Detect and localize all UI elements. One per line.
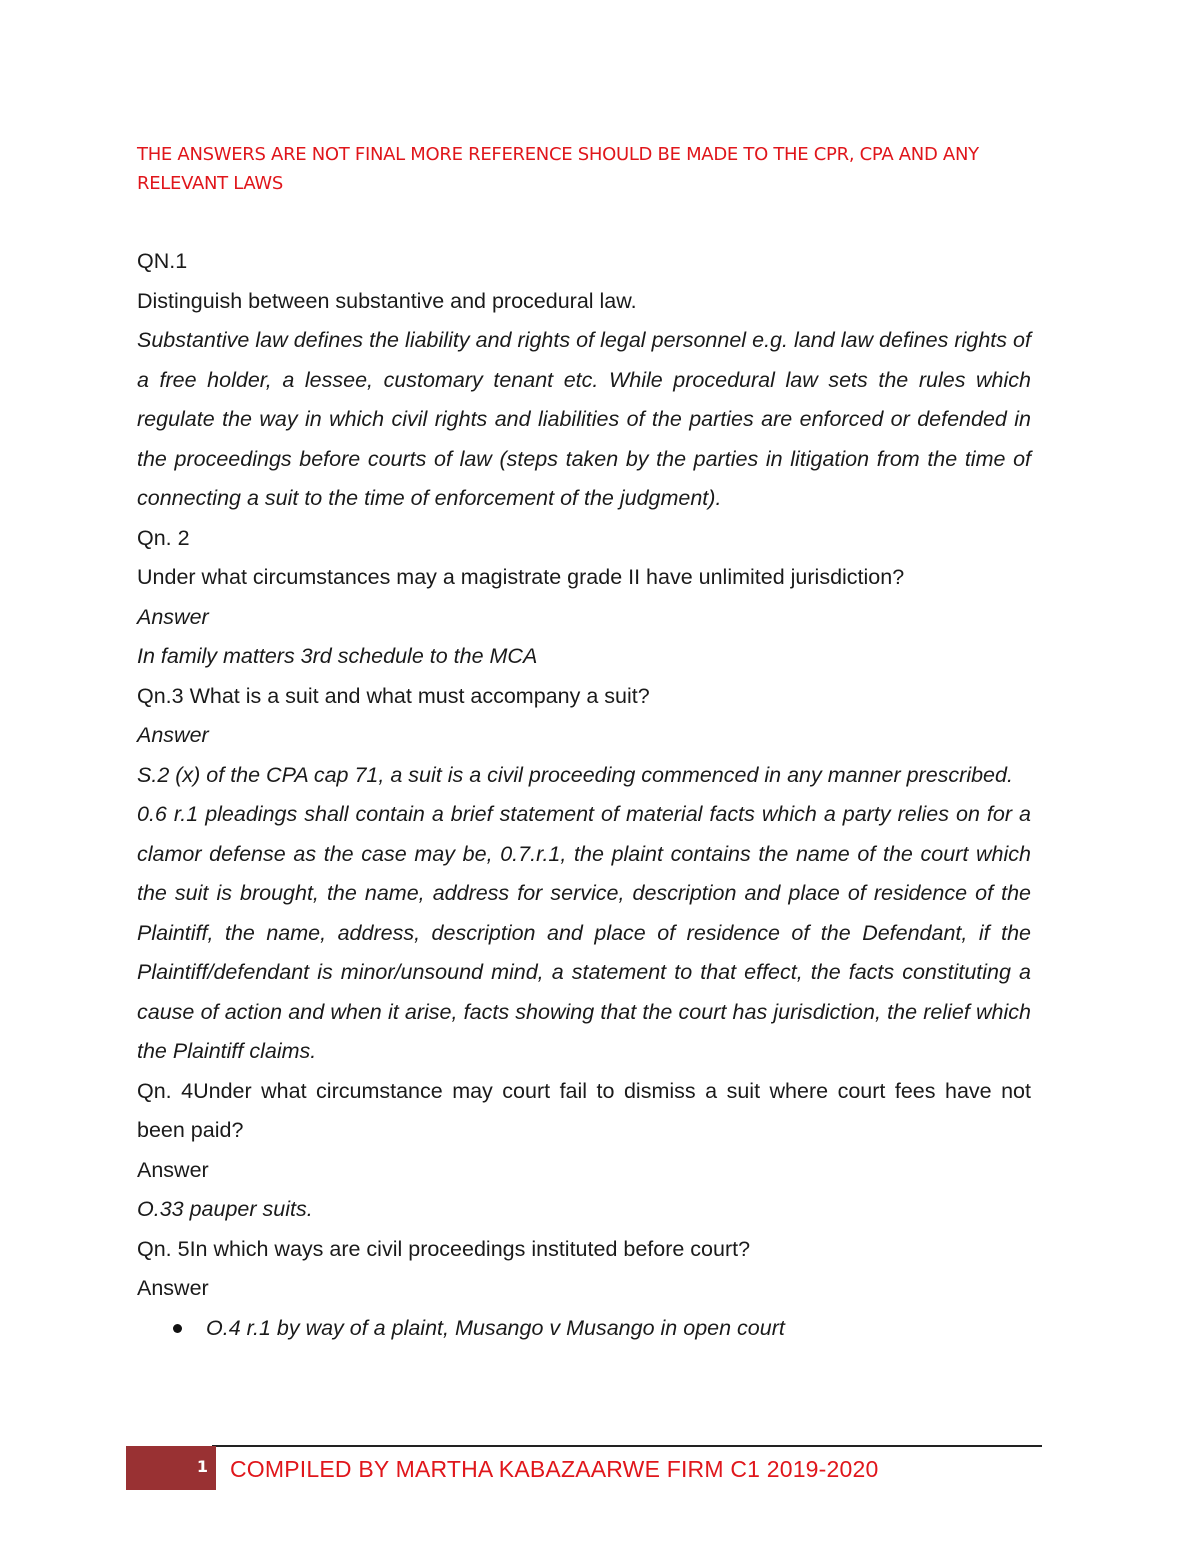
question-1-answer: Substantive law defines the liability and rights of legal personnel e.g. land law defines rights of a free holder, a lessee, customary tenant etc. While procedural law sets the rules which regulate the way in which civil rights and liabilities of the parties are enforced or defended in the proceedings before courts of law (steps taken by the parties in litigation from the time of connecting a suit to the time of enforcement of the judgment). [137, 328, 1031, 510]
page-number-box [126, 1446, 216, 1490]
question-5-text: Qn. 5In which ways are civil proceedings instituted before court? [137, 1236, 751, 1261]
question-3-answer-2: 0.6 r.1 pleadings shall contain a brief statement of material facts which a party relies on for a clamor defense as the case may be, 0.7.r.1, the plaint contains the name of the court which the suit is brought, the name, address for service, description and place of residence of the Plaintiff, the name, address, description and place of residence of the Defendant, if the Plaintiff/defendant is minor/unsound mind, a statement to that effect, the facts constituting a cause of action and when it arise, facts showing that the court has jurisdiction, the relief which the Plaintiff claims. [137, 802, 1031, 1063]
document-body [137, 242, 1031, 1348]
question-3-answer-label: Answer [137, 723, 209, 747]
disclaimer-notice: THE ANSWERS ARE NOT FINAL MORE REFERENCE SHOULD BE MADE TO THE CPR, CPA AND ANY RELEVANT LAWS [137, 144, 979, 194]
question-3-text: Qn.3 What is a suit and what must accompany a suit? [137, 683, 650, 708]
question-1-text: Distinguish between substantive and procedural law. [137, 288, 637, 313]
question-1-label: QN.1 [137, 249, 188, 273]
bullet-icon [173, 1324, 182, 1333]
question-5-answer-list [137, 1309, 1031, 1349]
question-2-answer-label: Answer [137, 604, 209, 629]
page-number: 1 [196, 1457, 208, 1476]
question-2-text: Under what circumstances may a magistrate grade II have unlimited jurisdiction? [137, 565, 905, 589]
question-2-answer: In family matters 3rd schedule to the MCA [137, 644, 538, 668]
question-4-text: Qn. 4Under what circumstance may court fail to dismiss a suit where court fees have not been paid? [137, 1078, 1031, 1142]
footer-divider [212, 1445, 1042, 1447]
list-item-text: O.4 r.1 by way of a plaint, Musango v Musango in open court [206, 1315, 785, 1340]
question-2-label: Qn. 2 [137, 525, 190, 550]
question-4-answer-label: Answer [137, 1157, 209, 1182]
question-5-answer-label: Answer [137, 1276, 209, 1300]
question-4-answer: O.33 pauper suits. [137, 1197, 313, 1221]
question-3-answer-1: S.2 (x) of the CPA cap 71, a suit is a civil proceeding commenced in any manner prescribed. [137, 762, 1013, 787]
list-item [137, 1309, 1031, 1349]
footer-text: COMPILED BY MARTHA KABAZAARWE FIRM C1 2019-2020 [230, 1456, 879, 1482]
